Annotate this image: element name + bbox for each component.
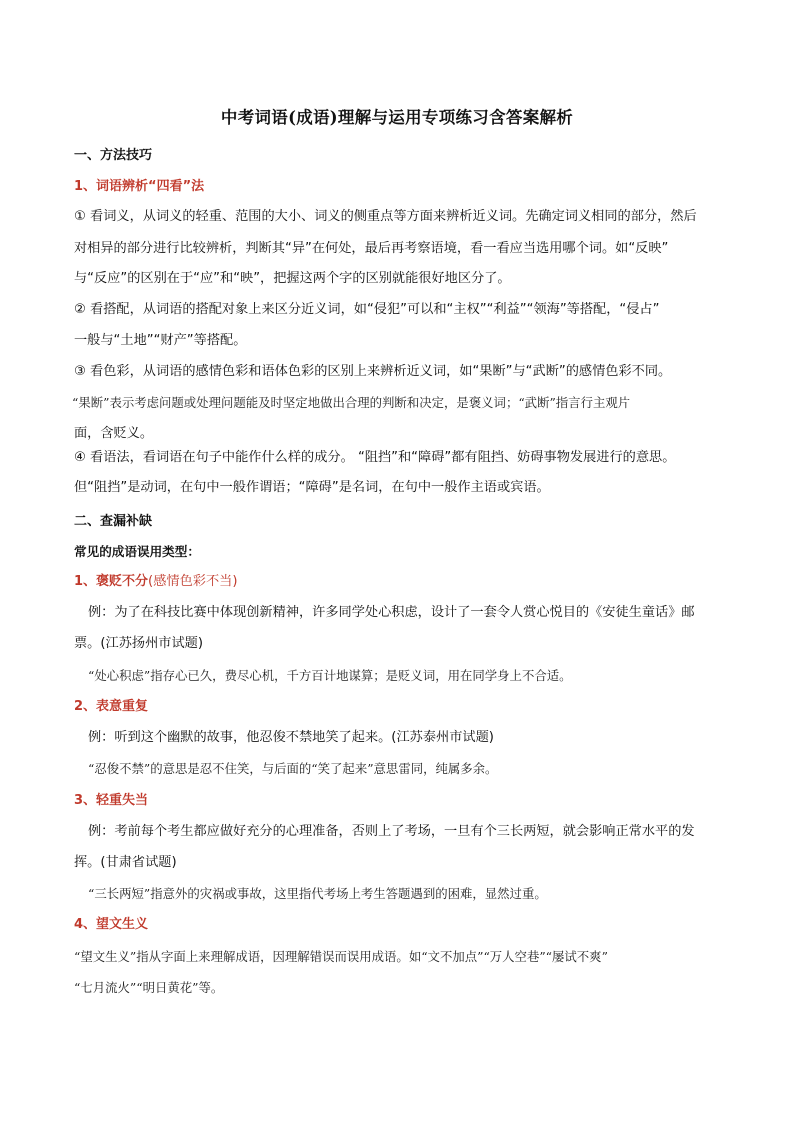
- subheading-four-looks: 1、词语辨析“四看”法: [74, 179, 205, 194]
- example-line: 例：考前每个考生都应做好充分的心理准备，否则上了考场，一旦有个三长两短，就会影响正常水平的发: [88, 824, 695, 839]
- document-title: 中考词语(成语)理解与运用专项练习含答案解析: [220, 108, 574, 127]
- type-heading-2: 2、表意重复: [74, 699, 149, 714]
- explanation-line: “望文生义”指从字面上来理解成语，因理解错误而误用成语。如“文不加点”“万人空巷”“屡试不爽”: [74, 949, 608, 964]
- paragraph-line: ④ 看语法，看词语在句子中能作什么样的成分。 “阻挡”和“障碍”都有阻挡、妨碍事物发展进行的意思。: [74, 450, 676, 465]
- paragraph-line: ② 看搭配，从词语的搭配对象上来区分近义词，如“侵犯”可以和“主权”“利益”“领海”等搭配，“侵占”: [74, 302, 660, 317]
- example-line: 票。(江苏扬州市试题): [74, 636, 203, 651]
- paragraph-line: 一般与“土地”“财产”等搭配。: [74, 333, 247, 348]
- type-note: (感情色彩不当): [148, 574, 238, 589]
- section-heading-methods: 一、方法技巧: [74, 148, 153, 163]
- paragraph-line: 与“反应”的区别在于“应”和“映”，把握这两个字的区别就能很好地区分了。: [74, 271, 511, 286]
- misuse-types-intro: 常见的成语误用类型：: [74, 544, 200, 559]
- section-heading-gaps: 二、查漏补缺: [74, 514, 153, 529]
- explanation-line: “七月流火”“明日黄花”等。: [74, 980, 224, 995]
- type-heading-4: 4、望文生义: [74, 917, 149, 932]
- example-line: 挥。(甘肃省试题): [74, 855, 177, 870]
- example-line: 例：听到这个幽默的故事，他忍俊不禁地笑了起来。(江苏泰州市试题): [88, 730, 494, 745]
- type-heading-1: [74, 573, 237, 591]
- explanation-line: “处心积虑”指存心已久，费尽心机，千方百计地谋算；是贬义词，用在同学身上不合适。: [88, 668, 572, 683]
- explanation-line: “忍俊不禁”的意思是忍不住笑，与后面的“笑了起来”意思雷同，纯属多余。: [88, 761, 498, 776]
- paragraph-line: 对相异的部分进行比较辨析，判断其“异”在何处，最后再考察语境，看一看应当选用哪个词。如“反映”: [74, 241, 669, 256]
- paragraph-line: 但“阻挡”是动词，在句中一般作谓语；“障碍”是名词，在句中一般作主语或宾语。: [74, 480, 550, 495]
- example-line: 例：为了在科技比赛中体现创新精神，许多同学处心积虑，设计了一套令人赏心悦目的《安徒生童话》邮: [88, 605, 695, 620]
- paragraph-line: “果断”表示考虑问题或处理问题能及时坚定地做出合理的判断和决定，是褒义词；“武断”指言行主观片: [72, 395, 631, 410]
- type-heading-3: 3、轻重失当: [74, 793, 149, 808]
- paragraph-line: ③ 看色彩，从词语的感情色彩和语体色彩的区别上来辨析近义词，如“果断”与“武断”的感情色彩不同。: [74, 364, 672, 379]
- explanation-line: “三长两短”指意外的灾祸或事故，这里指代考场上考生答题遇到的困难，显然过重。: [88, 886, 547, 901]
- type-title: 1、褒贬不分: [74, 574, 149, 589]
- paragraph-line: ① 看词义，从词义的轻重、范围的大小、词义的侧重点等方面来辨析近义词。先确定词义相同的部分，然后: [74, 209, 697, 224]
- paragraph-line: 面，含贬义。: [74, 426, 154, 441]
